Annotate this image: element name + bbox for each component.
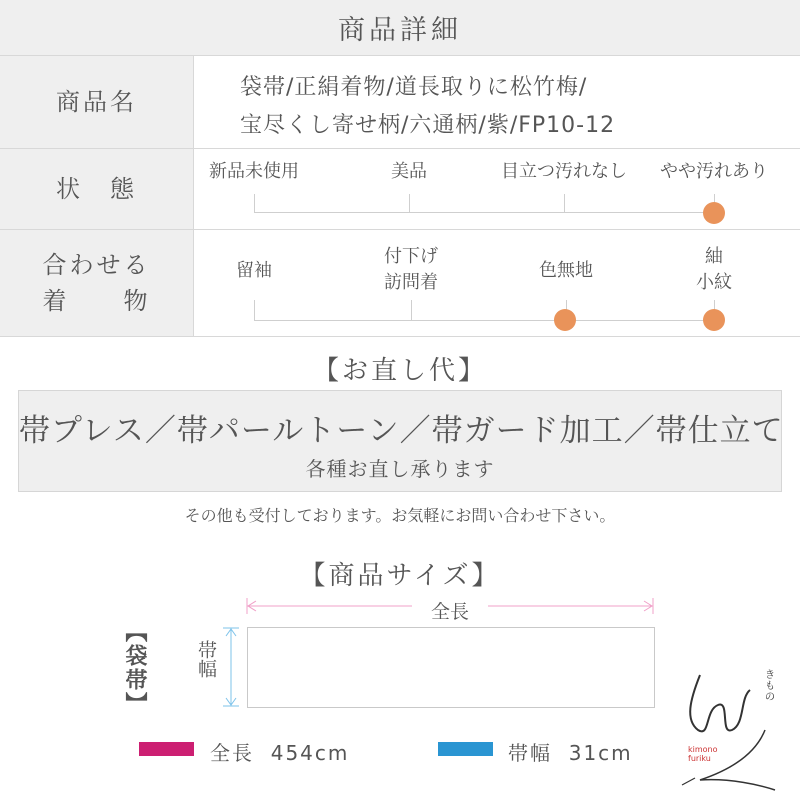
match-option-tsukesage-line1: 付下げ <box>384 246 438 267</box>
product-name-line2: 宝尽くし寄せ柄/六通柄/紫/FP10-12 <box>240 113 616 138</box>
page-title: 商品詳細 <box>0 0 800 56</box>
product-name-line1: 袋帯/正絹着物/道長取りに松竹梅/ <box>240 75 588 100</box>
width-legend-name: 帯幅 <box>508 741 552 765</box>
logo-kimono-text: きもの <box>765 670 775 703</box>
width-label <box>193 640 219 684</box>
width-label-text: 帯幅 <box>195 640 217 678</box>
logo-latin-line2: furiku <box>688 754 711 763</box>
length-legend-name: 全長 <box>210 741 254 765</box>
repair-services: 帯プレス／帯パールトーン／帯ガード加工／帯仕立て <box>19 413 784 449</box>
logo-latin-text <box>688 745 718 763</box>
condition-option-good: 美品 <box>391 161 427 182</box>
match-option-tsukesage-line2: 訪問着 <box>384 272 438 293</box>
matching-kimono-label-line2: 着 物 <box>42 287 151 315</box>
condition-option-no-stains: 目立つ汚れなし <box>501 161 627 182</box>
length-legend-swatch <box>139 742 194 756</box>
repair-subtext: 各種お直し承ります <box>305 457 495 481</box>
size-section-title: 【商品サイズ】 <box>299 561 501 591</box>
condition-option-some-stains: やや汚れあり <box>660 161 768 182</box>
brand-logo <box>670 660 795 795</box>
match-option-tsumugi-line1: 紬 <box>705 246 723 267</box>
width-legend-value: 31cm <box>568 741 633 765</box>
match-option-tomesode: 留袖 <box>236 260 272 281</box>
match-option-iromuji: 色無地 <box>539 260 593 281</box>
length-legend <box>210 737 349 766</box>
obi-type-text: 【袋帯】 <box>122 620 147 716</box>
length-label: 全長 <box>430 601 469 623</box>
condition-option-new: 新品未使用 <box>209 161 299 182</box>
matching-kimono-label-line1: 合わせる <box>42 251 151 279</box>
width-legend-swatch <box>438 742 493 756</box>
width-legend <box>508 737 633 766</box>
product-name-label: 商品名 <box>0 56 194 148</box>
logo-latin-line1: kimono <box>688 745 718 754</box>
match-option-tsumugi-line2: 小紋 <box>696 272 732 293</box>
length-legend-value: 454cm <box>270 741 350 765</box>
contact-note: その他も受付しております。お気軽にお問い合わせ下さい。 <box>184 506 616 525</box>
obi-shape <box>247 627 655 708</box>
repair-section-title: 【お直し代】 <box>312 356 487 386</box>
condition-label: 状 態 <box>0 149 194 229</box>
